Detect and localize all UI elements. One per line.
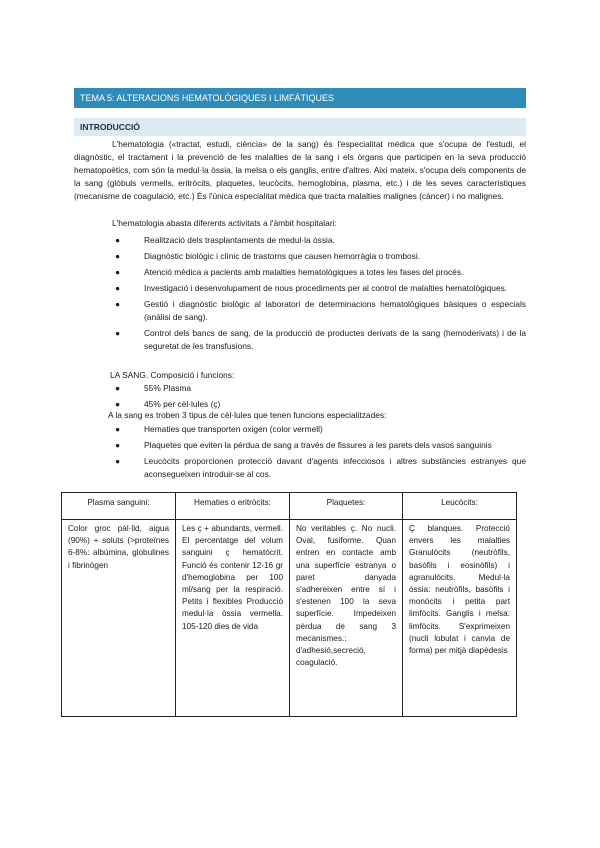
list-item: ● 55% Plasma — [115, 383, 192, 393]
list-item: ● Leucòcits proporcionen protecció davant d'agents infecciosos i altres substàncies estranyes que aconsegueixen introduir-se al cos. — [115, 456, 526, 479]
blood-components-table — [61, 492, 517, 717]
bullet-icon: ● — [115, 456, 121, 466]
table-cell-plaquetes: No veritables ç. No nucli. Oval, fusiforme. Quan entren en contacte amb una superfície estranya o paret danyada s'adhereixen entre sí i s'estenen 100 la seva superfície. Impedeixen pèrdua de sang 3 mecanismes.: d'adhesió,secreció, coagulació. — [290, 520, 403, 717]
table-header-hematies: Hematies o eritròcits: — [176, 493, 290, 520]
list-item: ● Atenció mèdica a pacients amb malalties hematològiques a totes les fases del procés. — [115, 267, 464, 277]
bullet-icon: ● — [115, 235, 121, 245]
bullet-icon: ● — [115, 383, 121, 393]
table-cell-leucocits: Ç blanques. Protecció envers les malalties Granulòcits (neutròfils, basòfils i eosinòfils) i agranulòcits. Medul·la òssia: neutròfils, basòfils i monòcits i petita part limfòcits. Ganglis i melsa: limfòcits. S'exprimeixen (nucli lobulat i canvia de forma) per mitjà diapèdesis — [403, 520, 517, 717]
bullet-icon: ● — [115, 328, 121, 338]
list-item: ● Realització dels trasplantaments de medul·la òssia. — [115, 235, 335, 245]
list-item: ● 45% per cèl·lules (ç) — [115, 399, 221, 409]
list-item: ● Plaquetes que eviten la pèrdua de sang a través de fissures a les parets dels vasos sanguinis — [115, 440, 492, 450]
cell-types-list — [100, 423, 526, 484]
table-row — [62, 520, 517, 717]
list-item: ● Gestió i diagnòstic biològic al laboratori de determinacions hematològiques bàsiques o especials (anàlisi de sang). — [115, 299, 526, 322]
list-item: ● Control dels bancs de sang, de la producció de productes derivats de la sang (hemoderivats) i de la seguretat de les transfusions. — [115, 328, 526, 351]
activities-intro: L'hematologia abasta diferents activitats a l'àmbit hospitalari: — [112, 218, 337, 228]
table-cell-hematies: Les ç + abundants, vermell. El percentatge del volum sanguini ç hematòcrit. Funció és contenir 12-16 gr d'hemoglobina per 100 ml/sang per la respiració. Petits i flexibles Producció medul·la òssia vermella. 105-120 dies de vida — [176, 520, 290, 717]
table-cell-plasma: Color groc pàl·lid, aigua (90%) + soluts (>proteïnes 6-8%: albúmina, globulines i fibrinògen — [62, 520, 176, 717]
sang-heading: LA SANG. Composició i funcions: — [110, 370, 235, 380]
bullet-icon: ● — [115, 424, 121, 434]
bullet-icon: ● — [115, 267, 121, 277]
bullet-icon: ● — [115, 399, 121, 409]
list-item: ● Hematies que transporten oxigen (color vermell) — [115, 424, 323, 434]
table-header-plasma: Plasma sanguini: — [62, 493, 176, 520]
intro-paragraph: L'hematologia («tractat, estudi, ciència» de la sang) és l'especialitat mèdica que s'ocupa de l'estudi, el diagnòstic, el tractament i la prevenció de les malalties de la sang i els òrgans que participen en la seva producció hematopoètics, com són la medul·la òssia, la melsa o els ganglis, entre d'altres. Així mateix, s'ocupa dels components de la sang (glòbuls vermells, eritròcits, plaquetes, leucòcits, hemoglobina, plasma, etc.) i de les seves característiques (mecanisme de coagulació, etc.) És l'única especialitat mèdica que tracta malalties malignes (càncer) i no malignes. — [74, 139, 526, 201]
bullet-icon: ● — [115, 299, 121, 309]
list-item: ● Investigació i desenvolupament de nous procediments per al control de malalties hematològiques. — [115, 283, 508, 293]
table-header-leucocits: Leucòcits: — [403, 493, 517, 520]
list-item: ● Diagnòstic biològic i clínic de trastorns que causen hemorràgia o trombosi. — [115, 251, 421, 261]
bullet-icon: ● — [115, 283, 121, 293]
activities-list — [100, 234, 526, 356]
bullet-icon: ● — [115, 440, 121, 450]
cell-types-intro: A la sang es troben 3 tipus de cèl·lules que tenen funcions especialitzades: — [108, 410, 387, 420]
table-header-row — [62, 493, 517, 520]
table-header-plaquetes: Plaquetes: — [290, 493, 403, 520]
topic-banner: TEMA 5: ALTERACIONS HEMATOLÒGIQUES I LIMFÀTIQUES — [74, 88, 526, 108]
bullet-icon: ● — [115, 251, 121, 261]
section-heading-introduccio: INTRODUCCIÓ — [74, 118, 526, 136]
